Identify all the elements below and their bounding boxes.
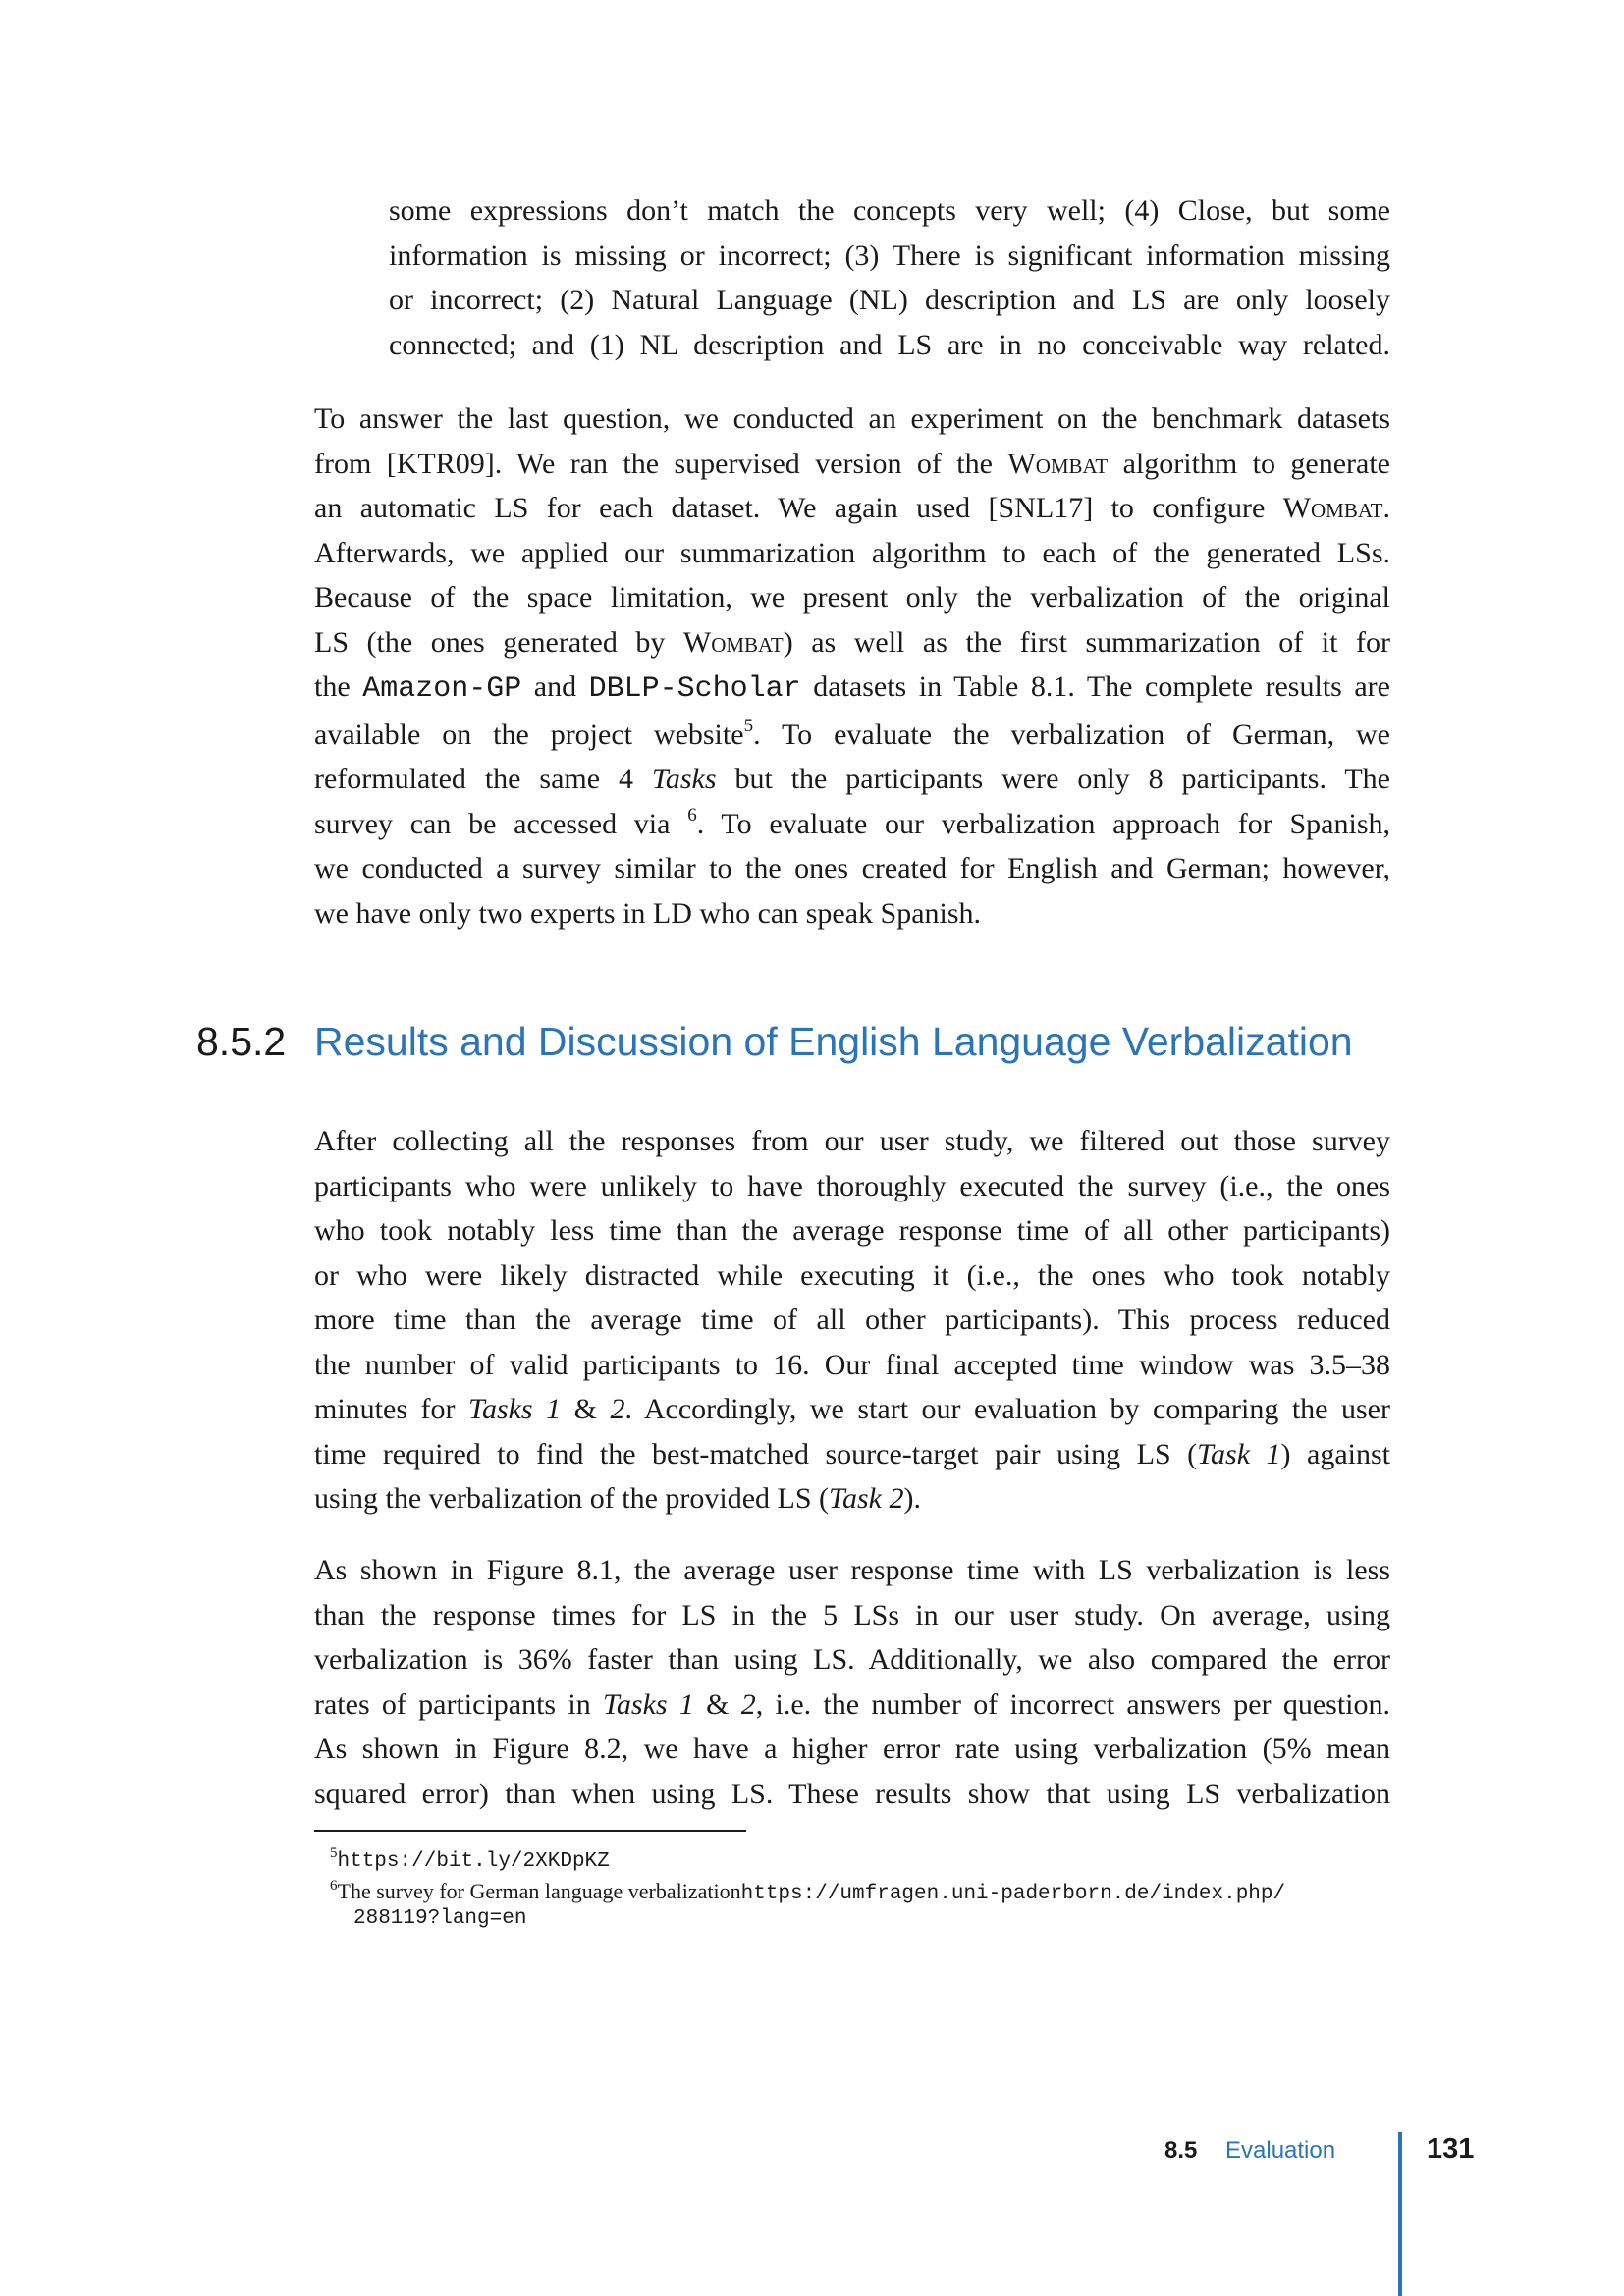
text-line: minutes for Tasks 1 & 2. Accordingly, we start our evaluation by comparing the user — [314, 1393, 1390, 1425]
wombat-name: Wombat — [1007, 447, 1109, 480]
footer-section-title: Evaluation — [1225, 2137, 1336, 2163]
paragraph-experiment — [314, 397, 1390, 935]
footnote-6: $^6$The survey for German language verbalizationhttps://umfragen.uni-paderborn.de/index.php/ — [330, 1878, 1286, 1905]
text-line: Afterwards, we applied our summarization algorithm to each of the generated LSs. — [314, 536, 1390, 569]
wombat-name: Wombat — [682, 625, 784, 659]
section-number: 8.5.2 — [196, 1019, 287, 1064]
footnote-ref[interactable]: 6 — [687, 804, 697, 826]
footnote-link[interactable]: 288119?lang=en — [353, 1907, 527, 1930]
text-line: the Amazon-GP and DBLP-Scholar datasets in Table 8.1. The complete results are — [314, 670, 1390, 706]
footnote-link[interactable]: https://bit.ly/2XKDpKZ — [337, 1850, 610, 1873]
text-line: After collecting all the responses from our user study, we filtered out those survey — [314, 1125, 1390, 1157]
footer-section-number: 8.5 — [1164, 2137, 1198, 2163]
footnote-5: $^5$https://bit.ly/2XKDpKZ — [330, 1845, 610, 1873]
text-line: rates of participants in Tasks 1 & 2, i.e. the number of incorrect answers per question. — [314, 1687, 1390, 1721]
text-line: more time than the average time of all other participants). This process reduced — [314, 1304, 1390, 1336]
text-line: than the response times for LS in the 5 LSs in our user study. On average, using — [314, 1598, 1390, 1631]
text-line: To answer the last question, we conducted an experiment on the benchmark datasets — [314, 402, 1390, 435]
text-line: verbalization is 36% faster than using LS. Additionally, we also compared the error — [314, 1643, 1390, 1676]
footnote-divider — [314, 1830, 746, 1832]
text-line: participants who were unlikely to have thoroughly executed the survey (i.e., the ones — [314, 1169, 1390, 1202]
dataset-name: DBLP-Scholar — [588, 672, 801, 706]
text-line: time required to find the best-matched source-target pair using LS (Task 1) against — [314, 1437, 1391, 1470]
text-line: information is missing or incorrect; (3) There is significant information missing — [389, 239, 1390, 272]
text-line: we have only two experts in LD who can speak Spanish. — [314, 896, 982, 930]
wombat-name: Wombat — [1282, 492, 1383, 524]
paragraph-rating-scale — [389, 188, 1390, 367]
footer-accent-bar — [1398, 2132, 1402, 2296]
text-line: we conducted a survey similar to the ones created for English and German; however, — [314, 852, 1390, 884]
text-line: who took notably less time than the average response time of all other participants) — [314, 1214, 1390, 1247]
text-line: available on the project website$^5$. To evaluate the verbalization of German, we — [314, 715, 1390, 751]
text-line: from [KTR09]. We ran the supervised version of the Wombat algorithm to generate — [314, 447, 1390, 480]
section-title: Results and Discussion of English Language Verbalization — [314, 1019, 1353, 1064]
text-line: using the verbalization of the provided LS (Task 2). — [314, 1482, 921, 1515]
paragraph-results-figures — [314, 1548, 1390, 1816]
section-heading — [196, 1017, 1353, 1066]
text-line: an automatic LS for each dataset. We again used [SNL17] to configure Wombat. — [314, 492, 1390, 524]
text-line: or incorrect; (2) Natural Language (NL) description and LS are only loosely — [389, 284, 1390, 316]
text-line: connected; and (1) NL description and LS are in no conceivable way related. — [389, 328, 1390, 361]
footnote-6-continuation — [353, 1901, 526, 1934]
text-line: As shown in Figure 8.1, the average user response time with LS verbalization is less — [314, 1554, 1390, 1586]
text-line: squared error) than when using LS. These results show that using LS verbalization — [314, 1777, 1390, 1810]
footnote-ref[interactable]: 5 — [743, 715, 754, 736]
text-line: As shown in Figure 8.2, we have a higher error rate using verbalization (5% mean — [314, 1733, 1390, 1765]
text-line: Because of the space limitation, we present only the verbalization of the original — [314, 581, 1390, 614]
footnote-link[interactable]: https://umfragen.uni-paderborn.de/index.php/ — [740, 1883, 1286, 1905]
text-line: some expressions don’t match the concepts very well; (4) Close, but some — [389, 194, 1390, 227]
text-line: or who were likely distracted while executing it (i.e., the ones who took notably — [314, 1258, 1390, 1292]
text-line: reformulated the same 4 Tasks but the participants were only 8 participants. The — [314, 763, 1390, 795]
paragraph-results-filtering — [314, 1119, 1390, 1522]
dataset-name: Amazon-GP — [362, 672, 522, 706]
text-line: the number of valid participants to 16. Our final accepted time window was 3.5–38 — [314, 1348, 1390, 1381]
text-line: survey can be accessed via $^6$. To evaluate our verbalization approach for Spanish, — [314, 804, 1390, 840]
text-line: LS (the ones generated by Wombat) as well as the first summarization of it for — [314, 625, 1390, 659]
page-number: 131 — [1427, 2133, 1475, 2164]
